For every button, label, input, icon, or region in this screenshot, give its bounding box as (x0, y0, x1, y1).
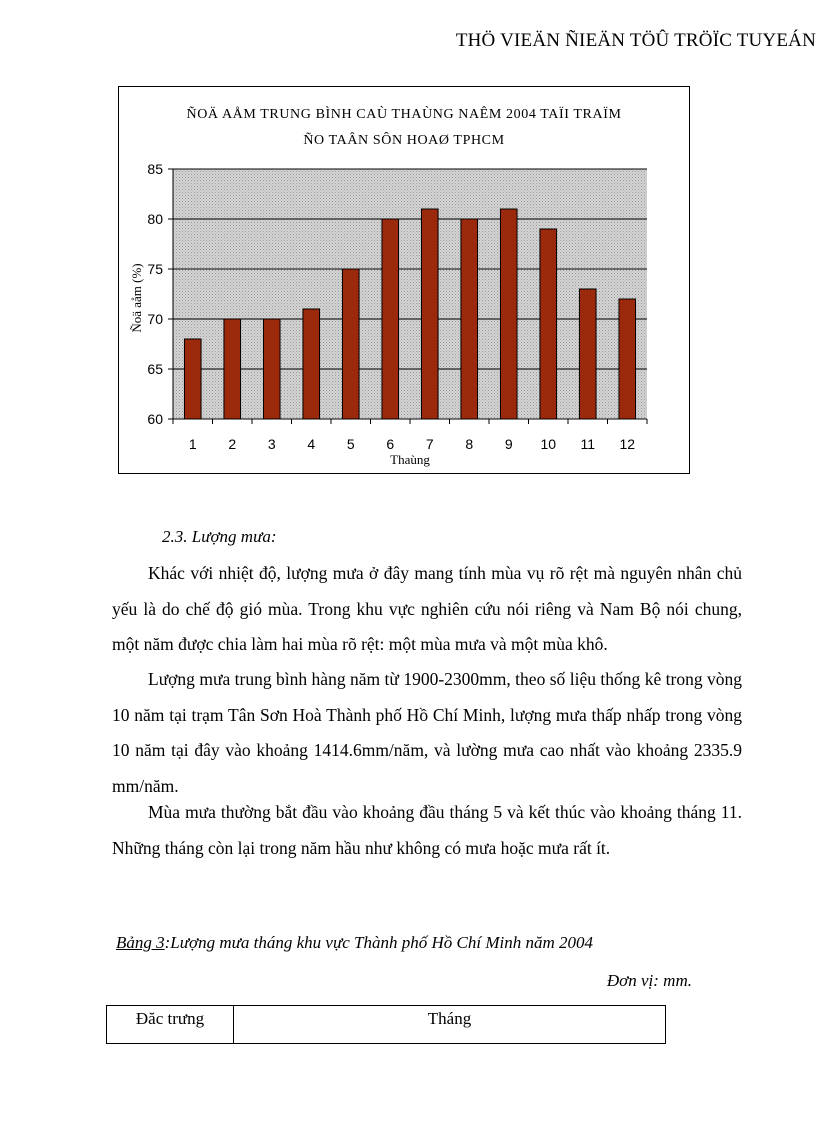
y-tick-label: 85 (147, 161, 163, 177)
y-tick-label: 80 (147, 211, 163, 227)
header-cell-month: Tháng (234, 1006, 666, 1044)
bar-month-5 (342, 269, 359, 419)
table-header-row (107, 1006, 666, 1044)
x-tick-label: 10 (540, 436, 557, 452)
rainfall-table (106, 1005, 666, 1044)
x-tick-label: 9 (504, 436, 513, 452)
paragraph-2: Lượng mưa trung bình hàng năm từ 1900-2300mm, theo số liệu thống kê trong vòng 10 năm tại trạm Tân Sơn Hoà Thành phố Hồ Chí Minh, lượng mưa thấp nhấp trong vòng 10 năm tại đây vào khoảng 1414.6mm/năm, và lường mưa cao nhất vào khoảng 2335.9 mm/năm. (112, 669, 742, 796)
page-header: THÖ VIEÄN ÑIEÄN TÖÛ TRÖÏC TUYEÁN (455, 30, 816, 51)
bar-month-11 (579, 289, 596, 419)
x-tick-label: 5 (346, 436, 355, 452)
bar-month-3 (263, 319, 280, 419)
x-tick-label: 7 (425, 436, 434, 452)
x-tick-label: 1 (188, 436, 197, 452)
x-axis-label: Thaùng (390, 452, 430, 467)
bar-month-1 (184, 339, 201, 419)
bar-month-8 (461, 219, 478, 419)
table-caption-text: :Lượng mưa tháng khu vực Thành phố Hồ Chí Minh năm 2004 (164, 933, 593, 952)
section-heading: 2.3. Lượng mưa: (162, 527, 277, 546)
y-tick-label: 65 (147, 361, 163, 377)
bar-month-7 (421, 209, 438, 419)
x-tick-label: 11 (580, 436, 596, 452)
table-caption (116, 933, 593, 953)
bar-month-12 (619, 299, 636, 419)
bar-month-10 (540, 229, 557, 419)
bar-month-6 (382, 219, 399, 419)
plot-area (173, 169, 647, 419)
header-cell-characteristic: Đăc trưng (107, 1006, 234, 1044)
bar-month-4 (303, 309, 320, 419)
x-tick-label: 2 (228, 436, 237, 452)
y-tick-label: 70 (147, 311, 163, 327)
chart-title-line-2: ÑO TAÂN SÔN HOAØ TPHCM (303, 133, 505, 148)
x-tick-label: 8 (465, 436, 474, 452)
x-tick-label: 4 (307, 436, 316, 452)
table-caption-label: Bảng 3 (116, 933, 165, 952)
y-tick-label: 75 (147, 261, 163, 277)
table-unit: Đơn vị: mm. (606, 971, 692, 990)
x-tick-label: 12 (619, 436, 636, 452)
bar-month-2 (224, 319, 241, 419)
humidity-chart (118, 86, 690, 474)
paragraph-3: Mùa mưa thường bắt đầu vào khoảng đầu tháng 5 và kết thúc vào khoảng tháng 11. Những tháng còn lại trong năm hầu như không có mưa hoặc mưa rất ít. (112, 802, 742, 858)
bar-month-9 (500, 209, 517, 419)
chart-svg (119, 87, 691, 475)
y-tick-label: 60 (147, 411, 163, 427)
x-tick-label: 6 (386, 436, 395, 452)
paragraph-1: Khác với nhiệt độ, lượng mưa ở đây mang tính mùa vụ rõ rệt mà nguyên nhân chủ yếu là do chế độ gió mùa. Trong khu vực nghiên cứu nói riêng và Nam Bộ nói chung, một năm được chia làm hai mùa rõ rệt: một mùa mưa và một mùa khô. (112, 563, 742, 654)
y-axis-label: Ñoä aåm (%) (129, 263, 144, 333)
chart-title-line-1: ÑOÄ AÅM TRUNG BÌNH CAÙ THAÙNG NAÊM 2004 TAÏI TRAÏM (186, 107, 622, 122)
x-tick-label: 3 (267, 436, 276, 452)
